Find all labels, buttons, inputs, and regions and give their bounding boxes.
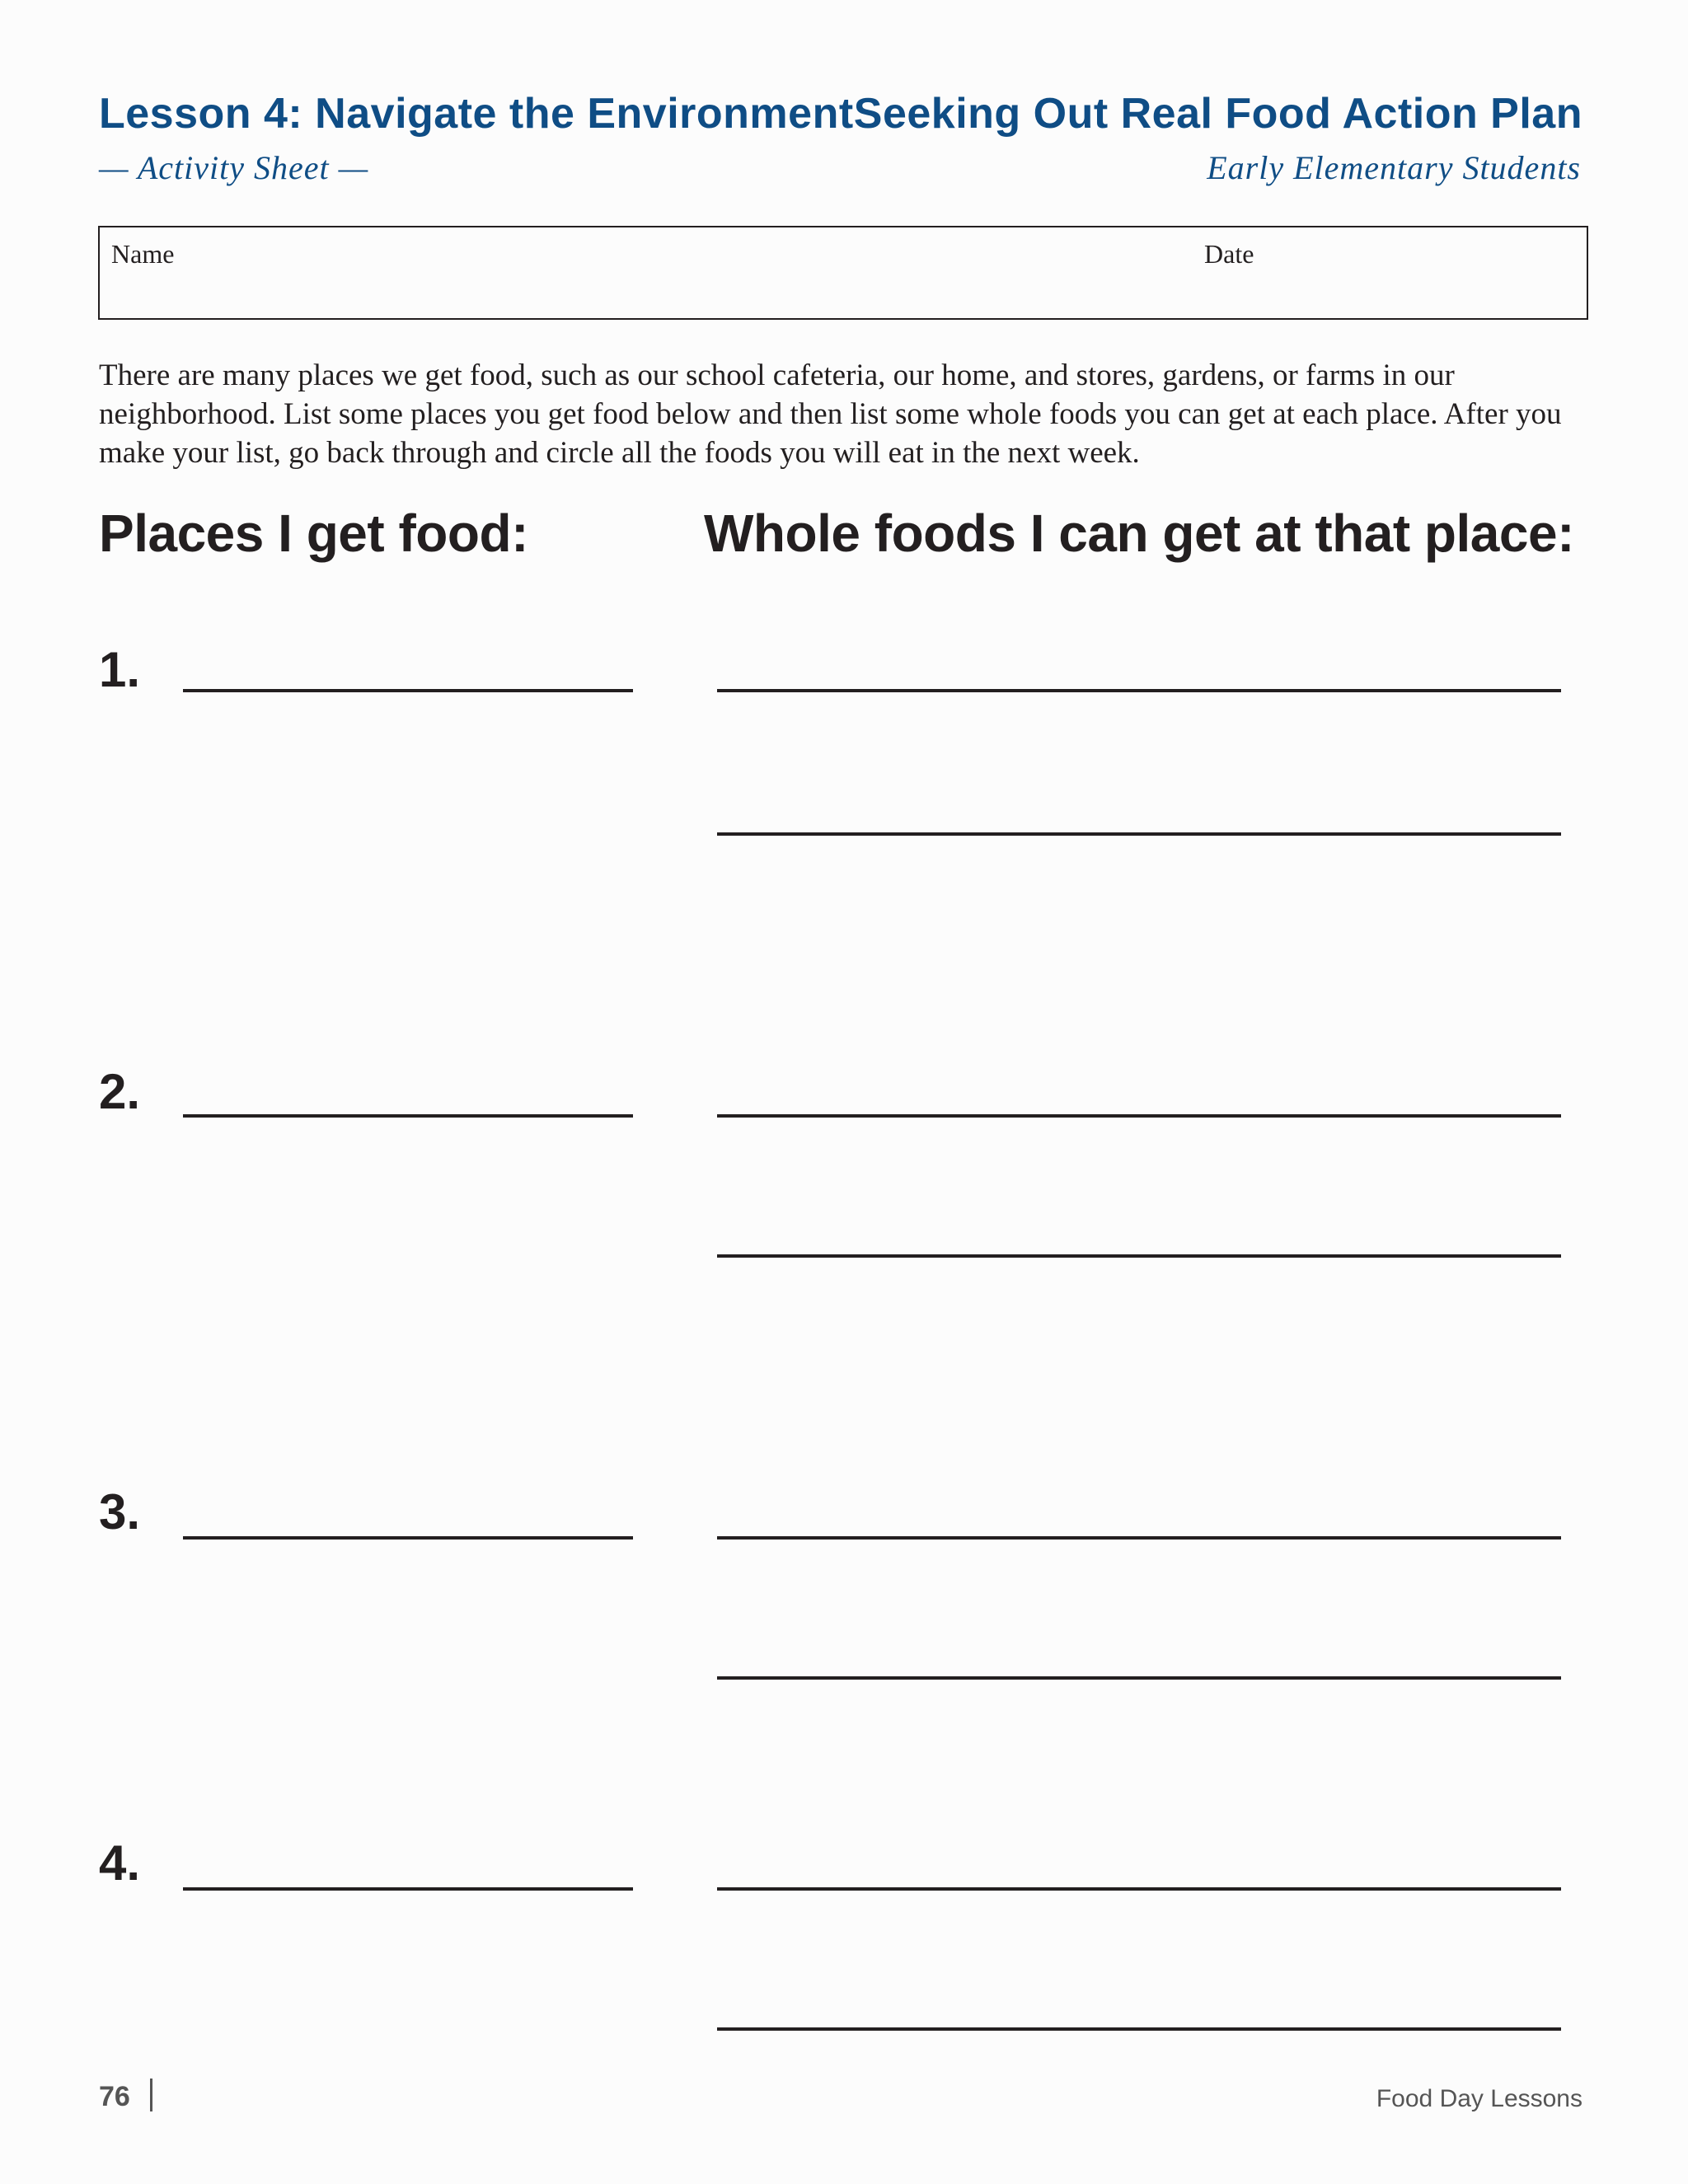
page-number: 76	[99, 2081, 130, 2112]
food-line-2b[interactable]	[717, 1254, 1561, 1258]
plan-title: Seeking Out Real Food Action Plan	[853, 90, 1582, 138]
audience-label: Early Elementary Students	[1207, 149, 1581, 186]
entry-number-1: 1.	[99, 642, 141, 697]
places-heading: Places I get food:	[99, 504, 528, 563]
food-line-1a[interactable]	[717, 689, 1561, 692]
name-field-label: Name	[111, 239, 175, 269]
place-line-1[interactable]	[183, 689, 633, 692]
book-title: Food Day Lessons	[1376, 2085, 1582, 2112]
place-line-4[interactable]	[183, 1887, 633, 1891]
place-line-2[interactable]	[183, 1114, 633, 1118]
whole-foods-heading: Whole foods I can get at that place:	[704, 504, 1574, 563]
entry-number-3: 3.	[99, 1484, 141, 1540]
lesson-title: Lesson 4: Navigate the Environment	[99, 90, 854, 138]
place-line-3[interactable]	[183, 1536, 633, 1540]
food-line-3b[interactable]	[717, 1676, 1561, 1680]
instructions-paragraph: There are many places we get food, such as our school cafeteria, our home, and stores, gardens, or farms in our neighborhood. List some places you get food below and then list some whole foods you can get at each place. After you make your list, go back through and circle all the foods you will eat in the next week.	[99, 359, 1562, 470]
entry-number-4: 4.	[99, 1835, 141, 1891]
name-date-box	[98, 226, 1588, 320]
entry-number-2: 2.	[99, 1064, 141, 1119]
footer-divider	[150, 2079, 152, 2111]
name-field[interactable]	[199, 236, 1171, 310]
food-line-4b[interactable]	[717, 2027, 1561, 2031]
food-line-1b[interactable]	[717, 832, 1561, 836]
food-line-2a[interactable]	[717, 1114, 1561, 1118]
food-line-3a[interactable]	[717, 1536, 1561, 1540]
date-field-label: Date	[1204, 239, 1254, 269]
date-field[interactable]	[1270, 236, 1575, 310]
activity-sheet-label: — Activity Sheet —	[99, 149, 369, 186]
food-line-4a[interactable]	[717, 1887, 1561, 1891]
